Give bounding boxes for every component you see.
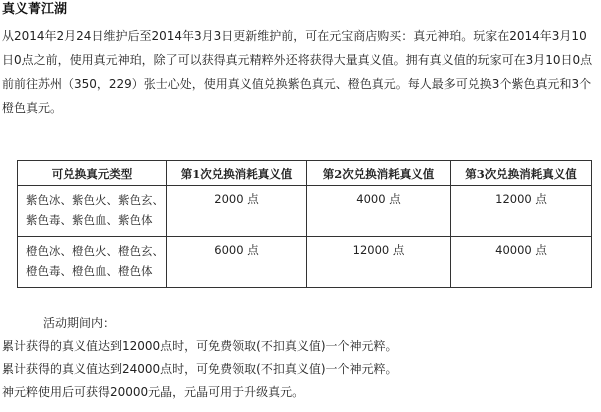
- notes-line: 神元粹使用后可获得20000元晶，元晶可用于升级真元。: [2, 385, 305, 399]
- type-line: 橙色毒、橙色血、橙色体: [26, 264, 153, 278]
- type-line: 橙色冰、橙色火、橙色玄、: [26, 244, 164, 258]
- activity-notes: [2, 312, 598, 404]
- intro-paragraph: 从2014年2月24日维护后至2014年3月3日更新维护前，可在元宝商店购买：真元神珀。玩家在2014年3月10日0点之前，使用真元神珀，除了可以获得真元精粹外还将获得大量真义值。拥有真义值的玩家可在3月10日0点前前往苏州（350，229）张士心处，使用真义值兑换紫色真元、橙色真元。每人最多可兑换3个紫色真元和3个橙色真元。: [2, 29, 593, 115]
- type-line: 紫色毒、紫色血、紫色体: [26, 213, 153, 227]
- notes-line: 累计获得的真义值达到12000点时，可免费领取(不扣真义值)一个神元粹。: [2, 339, 398, 353]
- page-title: 真义菁江湖: [2, 2, 68, 17]
- cost-cell: 40000 点: [451, 237, 592, 288]
- cost-cell: 4000 点: [307, 186, 451, 237]
- cost-cell: 12000 点: [307, 237, 451, 288]
- header-second-cost: 第2次兑换消耗真义值: [307, 161, 451, 186]
- notes-line: 累计获得的真义值达到24000点时，可免费领取(不扣真义值)一个神元粹。: [2, 362, 398, 376]
- header-first-cost: 第1次兑换消耗真义值: [167, 161, 307, 186]
- exchange-table: [17, 160, 592, 288]
- type-cell-purple: [18, 186, 167, 237]
- header-type: 可兑换真元类型: [18, 161, 167, 186]
- header-third-cost: 第3次兑换消耗真义值: [451, 161, 592, 186]
- type-cell-orange: [18, 237, 167, 288]
- cost-cell: 2000 点: [167, 186, 307, 237]
- cost-cell: 12000 点: [451, 186, 592, 237]
- cost-cell: 6000 点: [167, 237, 307, 288]
- table-row: [18, 186, 592, 237]
- table-header-row: [18, 161, 592, 186]
- notes-heading: 活动期间内：: [43, 316, 116, 330]
- type-line: 紫色冰、紫色火、紫色玄、: [26, 193, 164, 207]
- table-row: [18, 237, 592, 288]
